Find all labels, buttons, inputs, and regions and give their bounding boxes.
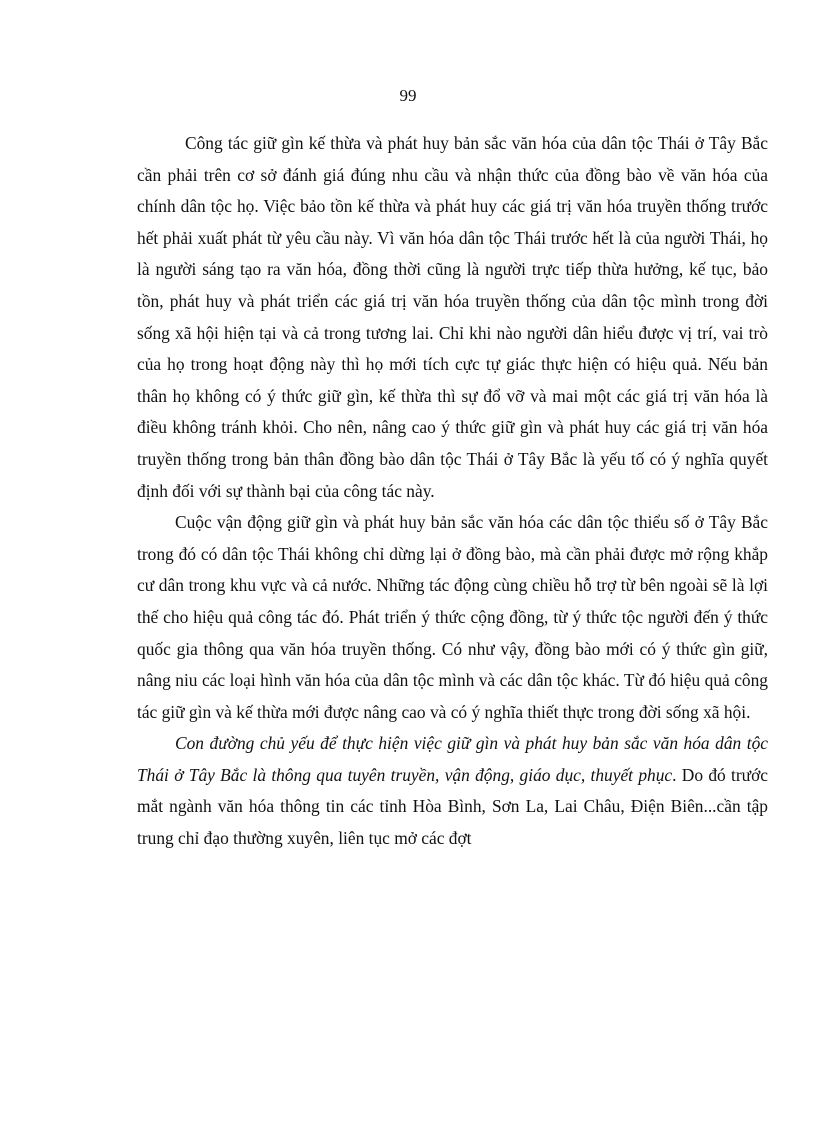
page-number: 99 [399,86,417,105]
body-text [137,128,768,855]
paragraph-2: Cuộc vận động giữ gìn và phát huy bản sắc văn hóa các dân tộc thiểu số ở Tây Bắc trong đó có dân tộc Thái không chỉ dừng lại ở đồng bào, mà cần phải được mở rộng khắp cư dân trong khu vực và cả nước. Những tác động cùng chiều hỗ trợ từ bên ngoài sẽ là lợi thế cho hiệu quả công tác đó. Phát triển ý thức cộng đồng, từ ý thức tộc người đến ý thức quốc gia thông qua văn hóa truyền thống. Có như vậy, đồng bào mới có ý thức gìn giữ, nâng niu các loại hình văn hóa của dân tộc mình và các dân tộc khác. Từ đó hiệu quả công tác giữ gìn và kế thừa mới được nâng cao và có ý nghĩa thiết thực trong đời sống xã hội. [137,512,768,722]
paragraph-3 [137,728,768,854]
paragraph-1: Công tác giữ gìn kế thừa và phát huy bản sắc văn hóa của dân tộc Thái ở Tây Bắc cần phải trên cơ sở đánh giá đúng nhu cầu và nhận thức của đồng bào về văn hóa của chính dân tộc họ. Việc bảo tồn kế thừa và phát huy các giá trị văn hóa truyền thống trước hết phải xuất phát từ yêu cầu này. Vì văn hóa dân tộc Thái trước hết là của người Thái, họ là người sáng tạo ra văn hóa, đồng thời cũng là người trực tiếp thừa hưởng, kế tục, bảo tồn, phát huy và phát triển các giá trị văn hóa truyền thống của dân tộc mình trong đời sống xã hội hiện tại và cả trong tương lai. Chỉ khi nào người dân hiểu được vị trí, vai trò của họ trong hoạt động này thì họ mới tích cực tự giác thực hiện có hiệu quả. Nếu bản thân họ không có ý thức giữ gìn, kế thừa thì sự đổ vỡ và mai một các giá trị văn hóa là điều không tránh khỏi. Cho nên, nâng cao ý thức giữ gìn và phát huy các giá trị văn hóa truyền thống trong bản thân đồng bào dân tộc Thái ở Tây Bắc là yếu tố có ý nghĩa quyết định đối với sự thành bại của công tác này. [137,133,768,501]
paragraph-3-text: . Do đó trước mắt ngành văn hóa thông tin các tỉnh Hòa Bình, Sơn La, Lai Châu, Điện Biên...cần tập trung chỉ đạo thường xuyên, liên tục mở các đợt [137,764,768,849]
paragraph-3-italic-lead: Con đường chủ yếu để thực hiện việc giữ gìn và phát huy bản sắc văn hóa dân tộc Thái ở Tây Bắc là thông qua tuyên truyền, vận động, giáo dục, thuyết phục [137,733,768,785]
